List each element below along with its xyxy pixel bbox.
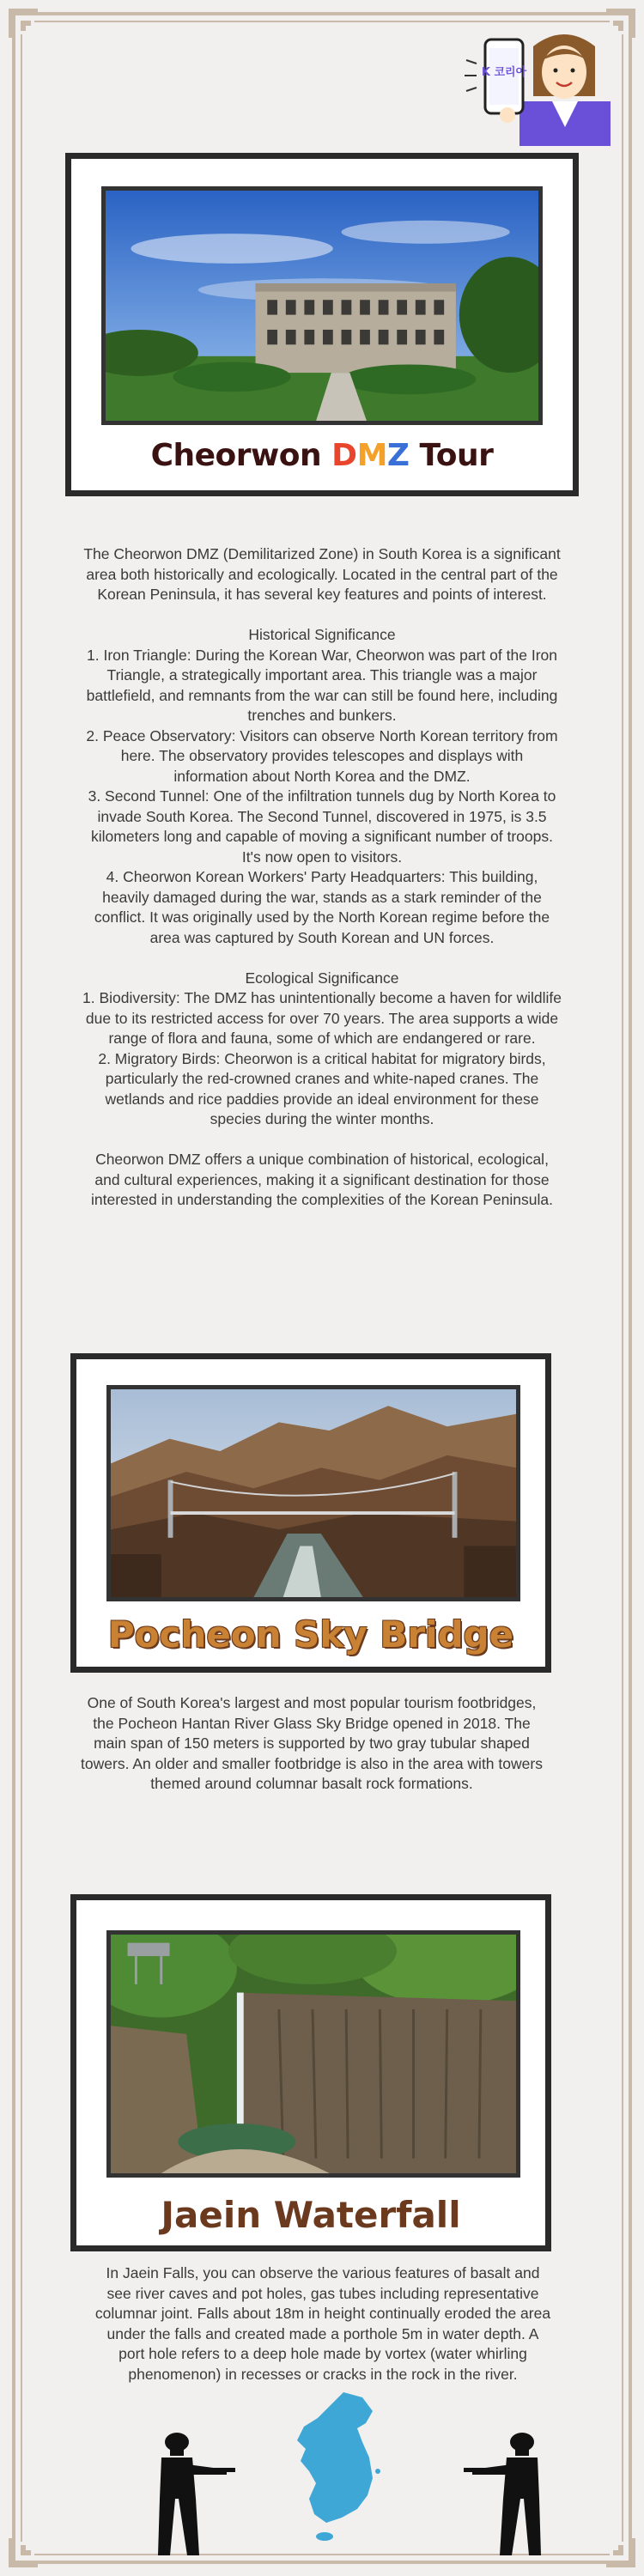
frame-top-line-inner bbox=[34, 21, 610, 22]
frame-left-line-inner bbox=[21, 34, 22, 2542]
dmz-building-photo bbox=[101, 186, 543, 425]
dmz-conclusion: Cheorwon DMZ offers a unique combination of historical, ecological, and cultural experiences, making it a significant destination for those interested in understanding the complexities of the Korean Peninsula. bbox=[91, 1151, 553, 1208]
dmz-description bbox=[82, 544, 562, 1211]
woman-with-phone-icon bbox=[459, 26, 614, 146]
dmz-title-letter-m: M bbox=[356, 438, 387, 473]
historical-item: 4. Cheorwon Korean Workers' Party Headquarters: This building, heavily damaged during the war, stands as a stark reminder of the conflict. It was originally used by the North Korean regime before the area was captured by South Korean and UN forces. bbox=[94, 868, 550, 946]
frame-bottom-line bbox=[34, 2561, 610, 2564]
frame-corner-bottom-left-icon bbox=[5, 2535, 41, 2571]
dmz-title-part: Cheorwon bbox=[150, 438, 332, 473]
soldier-silhouette-right-icon bbox=[460, 2430, 555, 2559]
ecological-item: 2. Migratory Birds: Cheorwon is a critical habitat for migratory birds, particularly the red-crowned cranes and white-naped cranes. The wetlands and rice paddies provide an ideal environment for these species during the winter months. bbox=[98, 1049, 546, 1127]
frame-right-line-inner bbox=[622, 34, 623, 2542]
historical-heading: Historical Significance bbox=[248, 626, 396, 643]
phone-screen-text: K 코리아 bbox=[481, 66, 527, 79]
frame-right-line bbox=[629, 34, 632, 2542]
dmz-title bbox=[71, 438, 573, 473]
bridge-description: One of South Korea's largest and most popular tourism footbridges, the Pocheon Hantan River Glass Sky Bridge opened in 2018. The main span of 150 meters is supported by two gray tubular shaped towers. An older and smaller footbridge is also in the area with towers themed around columnar basalt rock formations. bbox=[81, 1694, 543, 1792]
bridge-card bbox=[70, 1353, 551, 1673]
historical-item: 2. Peace Observatory: Visitors can observe North Korean territory from here. The observatory provides telescopes and displays with information about North Korea and the DMZ. bbox=[86, 726, 558, 785]
soldier-silhouette-left-icon bbox=[144, 2430, 239, 2559]
historical-item: 3. Second Tunnel: One of the infiltration tunnels dug by North Korea to invade South Korea. The Second Tunnel, discovered in 1975, is 3.5 kilometers long and capable of moving a significant number of troops. It's now open to visitors. bbox=[88, 787, 556, 866]
ecological-item: 1. Biodiversity: The DMZ has unintentionally become a haven for wildlife due to its restricted access for over 70 years. The area supports a wide range of flora and fauna, some of which are endangered or rare. bbox=[82, 989, 562, 1047]
frame-left-line bbox=[12, 34, 15, 2542]
bridge-title: Pocheon Sky Bridge bbox=[107, 1613, 514, 1656]
historical-item: 1. Iron Triangle: During the Korean War, Cheorwon was part of the Iron Triangle, a strategically important area. This triangle was a major battlefield, and remnants from the war can still be found here, including trenches and bunkers. bbox=[86, 646, 558, 724]
waterfall-description: In Jaein Falls, you can observe the various features of basalt and see river caves and pot holes, gas tubes including representative columnar joint. Falls about 18m in height continually eroded the area under the falls and created made a porthole 5m in water depth. A port hole refers to a deep hole made by vortex (water whirling phenomenon) in recesses or cracks in the rock in the river. bbox=[94, 2264, 551, 2383]
frame-corner-top-left-icon bbox=[5, 5, 41, 41]
waterfall-photo bbox=[106, 1930, 520, 2178]
sky-bridge-photo bbox=[106, 1385, 520, 1601]
dmz-intro: The Cheorwon DMZ (Demilitarized Zone) in South Korea is a significant area both historically and ecologically. Located in the central part of the Korean Peninsula, it has several key features and points of interest. bbox=[83, 545, 561, 603]
frame-top-line bbox=[34, 12, 610, 15]
waterfall-title: Jaein Waterfall bbox=[161, 2194, 461, 2236]
dmz-title-letter-d: D bbox=[331, 438, 357, 473]
dmz-title-letter-z: Z bbox=[386, 438, 410, 473]
dmz-card bbox=[65, 153, 579, 496]
dmz-title-part: Tour bbox=[409, 438, 494, 473]
ecological-heading: Ecological Significance bbox=[245, 969, 399, 987]
korea-map-icon bbox=[283, 2389, 386, 2543]
waterfall-card bbox=[70, 1894, 551, 2251]
frame-corner-bottom-right-icon bbox=[603, 2535, 639, 2571]
